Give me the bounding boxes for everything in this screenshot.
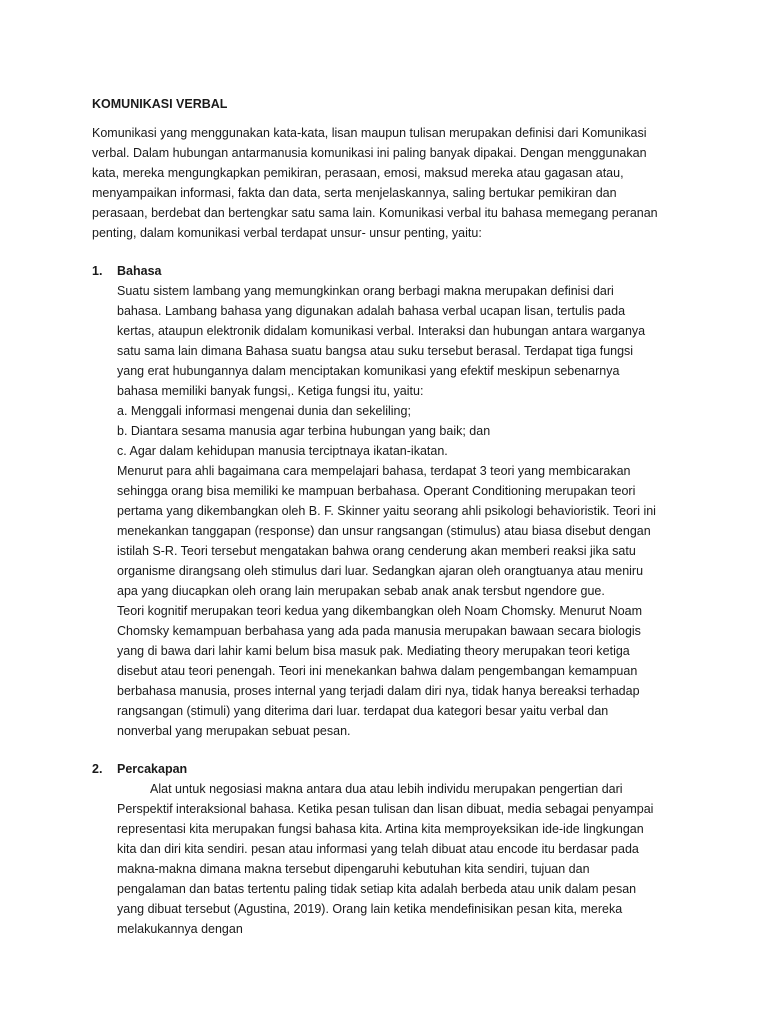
section-title: Bahasa bbox=[117, 264, 162, 278]
paragraph: Teori kognitif merupakan teori kedua yang dikembangkan oleh Noam Chomsky. Menurut Noam Chomsky kemampuan berbahasa yang ada pada manusia merupakan bawaan secara biologis yang di bawa dari lahir kami belum bisa masuk pak. Mediating theory merupakan teori ketiga disebut atau teori penengah. Teori ini menekankan bahwa dalam pengembangan kemampuan berbahasa manusia, proses internal yang terjadi dalam diri nya, tidak hanya bereaksi terhadap rangsangan (stimuli) yang diterima dari luar. terdapat dua kategori besar yaitu verbal dan nonverbal yang merupakan sebuat pesan. bbox=[117, 604, 643, 738]
paragraph: Menurut para ahli bagaimana cara mempelajari bahasa, terdapat 3 teori yang membicarakan sehingga orang bisa memiliki ke mampuan berbahasa. Operant Conditioning merupakan teori pertama yang dikembangkan oleh B. F. Skinner yaitu seorang ahli psikologi behavioristik. Teori ini menekankan tanggapan (response) dan unsur rangsangan (stimulus) atau biasa disebut dengan istilah S-R. Teori tersebut mengatakan bahwa orang cenderung akan memberi reaksi jika satu organisme dirangsang oleh stimulus dari luar. Sedangkan ajaran oleh orangtuanya atau meniru apa yang diucapkan oleh orang lain merupakan sebab anak anak tersbut ngendore gue. bbox=[117, 464, 656, 598]
section-percakapan bbox=[92, 759, 658, 939]
list-item: c. Agar dalam kehidupan manusia terciptnaya ikatan-ikatan. bbox=[117, 444, 448, 458]
paragraph: Alat untuk negosiasi makna antara dua atau lebih individu merupakan pengertian dari Perspektif interaksional bahasa. Ketika pesan tulisan dan lisan dibuat, media sebagai penyampai representasi kita merupakan fungsi bahasa kita. Artina kita memproyeksikan ide-ide lingkungan kita dan diri kita sendiri. pesan atau informasi yang telah dibuat atau encode itu berdasar pada makna-makna dimana makna tersebut dipengaruhi kebutuhan kita sendiri, tujuan dan pengalaman dan batas tertentu paling tidak setiap kita adalah berbeda atau unik dalam pesan yang dibuat tersebut (Agustina, 2019). Orang lain ketika mendefinisikan pesan kita, mereka melakukannya dengan bbox=[117, 782, 654, 936]
section-number: 2. bbox=[92, 762, 103, 776]
document-title: KOMUNIKASI VERBAL bbox=[92, 97, 228, 111]
paragraph: Suatu sistem lambang yang memungkinkan orang berbagi makna merupakan definisi dari bahasa. Lambang bahasa yang digunakan adalah bahasa verbal ucapan lisan, tertulis pada kertas, ataupun elektronik didalam komunikasi verbal. Interaksi dan hubungan antara warganya satu sama lain dimana Bahasa suatu bangsa atau suku tersebut berasal. Terdapat tiga fungsi yang erat hubungannya dalam menciptakan komunikasi yang efektif meskipun sebenarnya bahasa memiliki banyak fungsi,. Ketiga fungsi itu, yaitu: bbox=[117, 284, 646, 398]
section-number: 1. bbox=[92, 264, 103, 278]
section-bahasa bbox=[92, 261, 658, 741]
section-body bbox=[117, 281, 658, 741]
list-item: b. Diantara sesama manusia agar terbina hubungan yang baik; dan bbox=[117, 424, 491, 438]
section-body bbox=[117, 779, 658, 939]
section-heading bbox=[92, 759, 658, 779]
section-heading bbox=[92, 261, 658, 281]
section-title: Percakapan bbox=[117, 762, 188, 776]
intro-paragraph: Komunikasi yang menggunakan kata-kata, lisan maupun tulisan merupakan definisi dari Komunikasi verbal. Dalam hubungan antarmanusia komunikasi ini paling banyak dipakai. Dengan menggunakan kata, mereka mengungkapkan pemikiran, perasaan, emosi, maksud mereka atau gagasan atau, menyampaikan informasi, fakta dan data, serta menjelaskannya, saling bertukar pemikiran dan perasaan, berdebat dan bertengkar satu sama lain. Komunikasi verbal itu bahasa memegang peranan penting, dalam komunikasi verbal terdapat unsur- unsur penting, yaitu: bbox=[92, 126, 658, 240]
list-item: a. Menggali informasi mengenai dunia dan sekeliling; bbox=[117, 404, 411, 418]
